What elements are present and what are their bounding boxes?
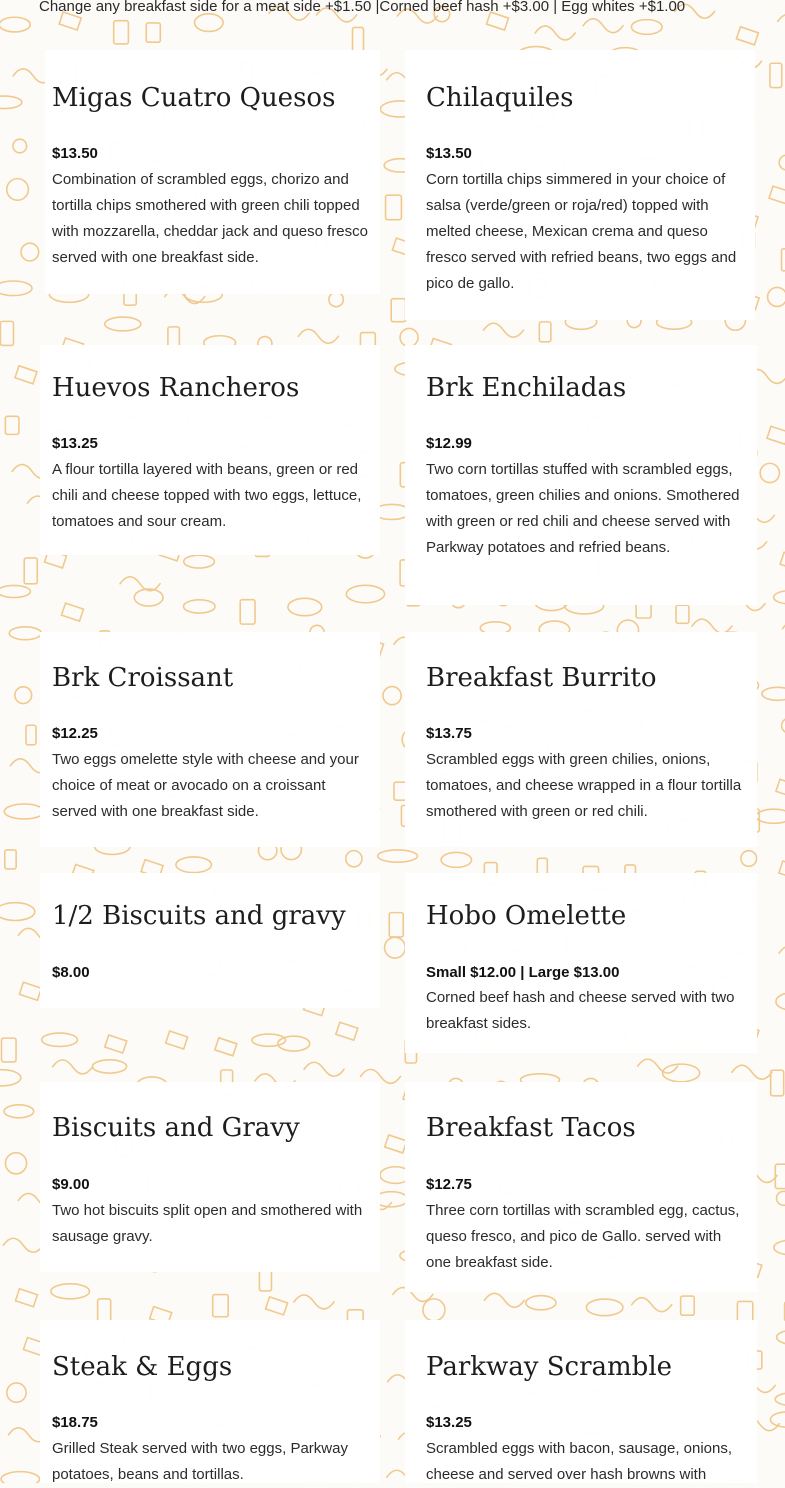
item-description: Two hot biscuits split open and smothered with sausage gravy. [52, 1198, 372, 1250]
item-description: Corned beef hash and cheese served with two breakfast sides. [426, 985, 742, 1037]
item-price: $13.75 [426, 724, 472, 744]
item-description: Grilled Steak served with two eggs, Parkway potatoes, beans and tortillas. [52, 1436, 372, 1488]
item-description: Two corn tortillas stuffed with scrambled eggs, tomatoes, green chilies and onions. Smothered with green or red chili and cheese served with Parkway potatoes and refried beans. [426, 457, 742, 561]
side-substitution-note: Change any breakfast side for a meat side +$1.50 |Corned beef hash +$3.00 | Egg whites +$1.00 [39, 0, 685, 16]
item-description: Combination of scrambled eggs, chorizo and tortilla chips smothered with green chili topped with mozzarella, cheddar jack and queso fresco served with one breakfast side. [52, 167, 372, 271]
item-title: Breakfast Burrito [426, 662, 656, 694]
item-title: Brk Croissant [52, 662, 233, 694]
item-title: Huevos Rancheros [52, 372, 299, 404]
item-price: $12.25 [52, 724, 98, 744]
item-description: Scrambled eggs with green chilies, onions, tomatoes, and cheese wrapped in a flour tortilla smothered with green or red chili. [426, 747, 742, 825]
item-price: $18.75 [52, 1413, 98, 1433]
item-title: Migas Cuatro Quesos [52, 82, 335, 114]
item-title: Parkway Scramble [426, 1351, 672, 1383]
item-description: Corn tortilla chips simmered in your choice of salsa (verde/green or roja/red) topped with melted cheese, Mexican crema and queso fresco served with refried beans, two eggs and pico de gallo. [426, 167, 742, 297]
item-title: Breakfast Tacos [426, 1112, 636, 1144]
item-description: Two eggs omelette style with cheese and your choice of meat or avocado on a croissant served with one breakfast side. [52, 747, 372, 825]
item-title: Steak & Eggs [52, 1351, 232, 1383]
item-price: $12.99 [426, 434, 472, 454]
item-price: Small $12.00 | Large $13.00 [426, 963, 620, 983]
item-price: $9.00 [52, 1175, 90, 1195]
item-title: Hobo Omelette [426, 900, 626, 932]
item-description: A flour tortilla layered with beans, green or red chili and cheese topped with two eggs, lettuce, tomatoes and sour cream. [52, 457, 372, 535]
item-price: $13.50 [52, 144, 98, 164]
item-price: $12.75 [426, 1175, 472, 1195]
item-price: $13.50 [426, 144, 472, 164]
item-price: $13.25 [426, 1413, 472, 1433]
item-title: Biscuits and Gravy [52, 1112, 300, 1144]
item-description: Scrambled eggs with bacon, sausage, onions, cheese and served over hash browns with [426, 1436, 742, 1488]
item-price: $8.00 [52, 963, 90, 983]
item-title: Brk Enchiladas [426, 372, 626, 404]
item-title: Chilaquiles [426, 82, 574, 114]
item-description: Three corn tortillas with scrambled egg, cactus, queso fresco, and pico de Gallo. served with one breakfast side. [426, 1198, 742, 1276]
menu-card-half-biscuits [40, 873, 380, 1008]
item-title: 1/2 Biscuits and gravy [52, 900, 346, 932]
item-price: $13.25 [52, 434, 98, 454]
